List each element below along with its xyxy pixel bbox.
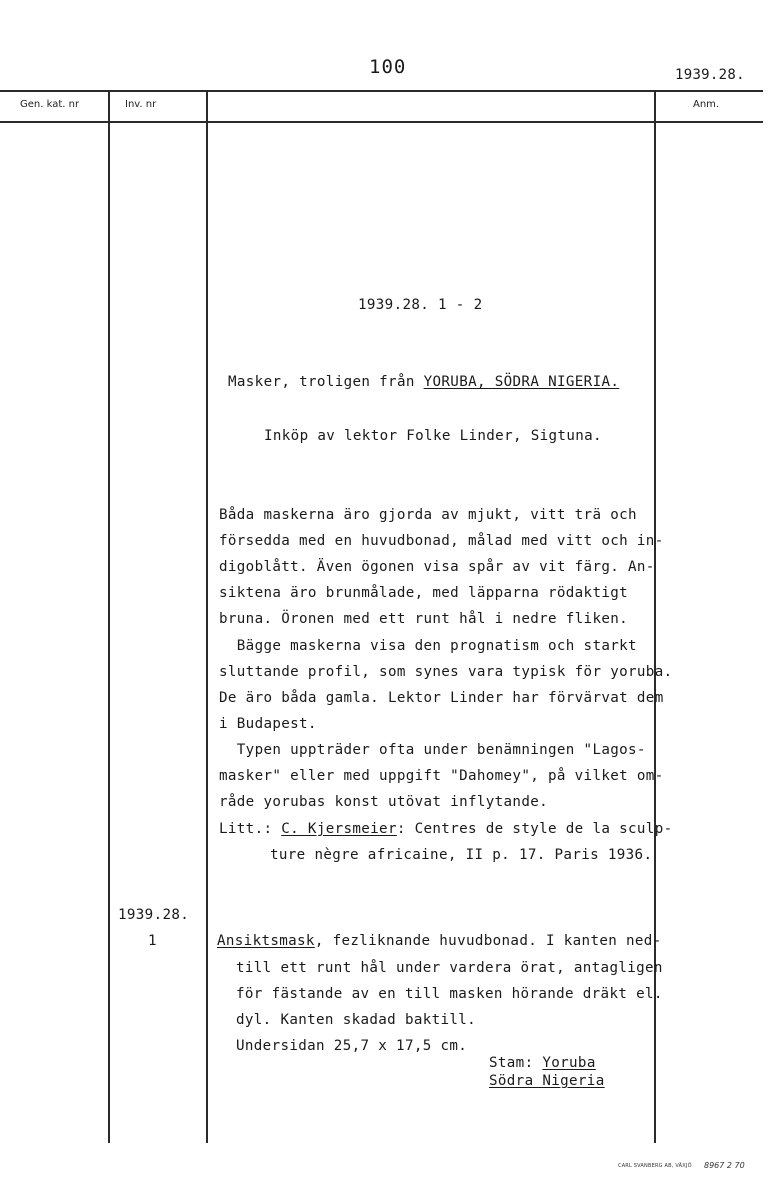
entry-acquisition: Inköp av lektor Folke Linder, Sigtuna. [264,428,602,444]
item-first-line [217,933,662,949]
entry-title-prefix: Masker, troligen från [228,374,424,390]
item-region: Södra Nigeria [489,1073,605,1089]
entry-number: 1939.28. 1 - 2 [358,297,483,313]
description-line: De äro båda gamla. Lektor Linder har förvärvat dem [219,690,664,706]
printer-imprint: CARL SVANBERG AB, VÄXJÖ [618,1163,692,1169]
page-number: 100 [369,56,407,78]
column-header-inv: Inv. nr [125,99,157,110]
description-line: Båda maskerna äro gjorda av mjukt, vitt trä och [219,507,637,523]
entry-title [228,374,619,390]
item-line: till ett runt hål under vardera örat, antagligen [236,960,663,976]
column-header-anm: Anm. [693,99,720,110]
description-line: Bägge maskerna visa den prognatism och starkt [219,638,637,654]
item-first-line-rest: , fezliknande huvudbonad. I kanten ned- [314,933,662,949]
literature-rest: : Centres de style de la sculp- [396,821,673,837]
stam-label: Stam: [489,1055,543,1071]
item-name: Ansiktsmask [217,933,315,949]
item-inv-year: 1939.28. [118,907,190,923]
entry-origin: YORUBA, SÖDRA NIGERIA. [423,374,620,390]
header-accession-year: 1939.28. [675,67,745,83]
header-bottom-rule [0,121,763,123]
column-divider-1 [108,91,110,1143]
item-inv-number: 1 [148,933,157,949]
description-line: i Budapest. [219,716,317,732]
item-line: för fästande av en till masken hörande dräkt el. [236,986,663,1002]
literature-author: C. Kjersmeier [281,821,397,837]
description-line: råde yorubas konst utövat inflytande. [219,794,548,810]
description-line: bruna. Öronen med ett runt hål i nedre fliken. [219,611,629,627]
stam-value: Yoruba [542,1055,596,1071]
literature-prefix: Litt.: [219,821,282,837]
column-divider-2 [206,91,208,1143]
description-line: digoblått. Även ögonen visa spår av vit färg. An- [219,559,655,575]
form-code: 8967 2 70 [704,1161,745,1170]
header-top-rule [0,90,763,92]
item-line: Undersidan 25,7 x 17,5 cm. [236,1038,468,1054]
description-line: sluttande profil, som synes vara typisk för yoruba. [219,664,673,680]
description-line: Typen uppträder ofta under benämningen "Lagos- [219,742,646,758]
description-line: försedda med en huvudbonad, målad med vitt och in- [219,533,664,549]
literature-line-2: ture nègre africaine, II p. 17. Paris 1936. [270,847,653,863]
column-header-gen-kat: Gen. kat. nr [20,99,80,110]
item-stam [489,1055,596,1071]
literature-line-1 [219,821,672,837]
item-line: dyl. Kanten skadad baktill. [236,1012,477,1028]
description-line: siktena äro brunmålade, med läpparna rödaktigt [219,585,629,601]
description-line: masker" eller med uppgift "Dahomey", på vilket om- [219,768,664,784]
